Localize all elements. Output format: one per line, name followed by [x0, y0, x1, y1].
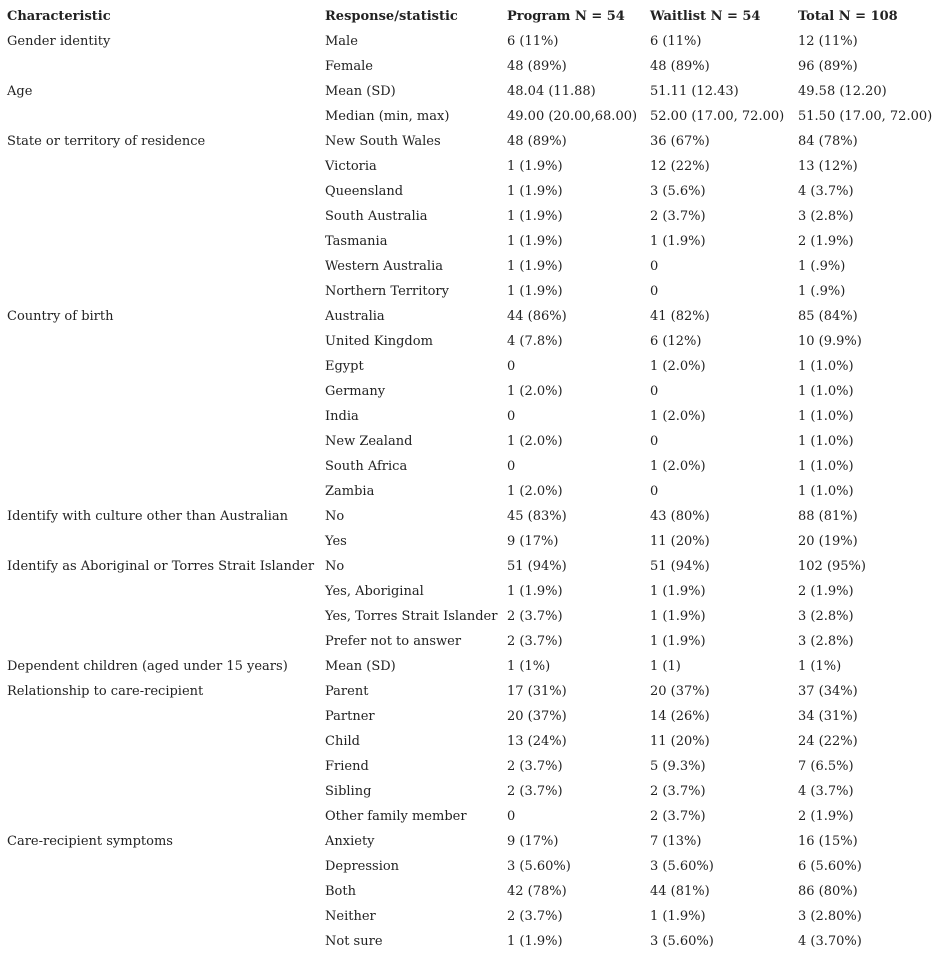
table-row — [0, 129, 947, 154]
cell-program: 0 — [507, 459, 516, 474]
cell-program: 2 (3.7%) — [507, 909, 563, 924]
cell-characteristic — [0, 704, 318, 729]
cell-response: Anxiety — [325, 834, 375, 849]
cell-characteristic — [0, 879, 318, 904]
cell-program: 2 (3.7%) — [507, 759, 563, 774]
cell-total: 2 (1.9%) — [798, 584, 854, 599]
cell-waitlist: 3 (5.6%) — [650, 184, 706, 199]
cell-total: 16 (15%) — [798, 834, 858, 849]
cell-characteristic — [0, 579, 318, 604]
cell-response: Mean (SD) — [325, 659, 396, 674]
cell-response: Neither — [325, 909, 376, 924]
table-body — [0, 29, 947, 954]
cell-total: 13 (12%) — [798, 159, 858, 174]
header-row — [0, 4, 947, 29]
cell-program: 0 — [507, 409, 516, 424]
table-row — [0, 229, 947, 254]
cell-total: 24 (22%) — [798, 734, 858, 749]
table-row — [0, 879, 947, 904]
cell-characteristic — [0, 254, 318, 279]
cell-response: Friend — [325, 759, 369, 774]
cell-characteristic — [0, 779, 318, 804]
cell-program: 44 (86%) — [507, 309, 567, 324]
table-row — [0, 754, 947, 779]
cell-waitlist: 41 (82%) — [650, 309, 710, 324]
cell-total: 85 (84%) — [798, 309, 858, 324]
cell-waitlist: 1 (1.9%) — [650, 584, 706, 599]
cell-characteristic — [0, 204, 318, 229]
table-row — [0, 329, 947, 354]
cell-program: 0 — [507, 809, 516, 824]
cell-response: Prefer not to answer — [325, 634, 462, 649]
table-row — [0, 654, 947, 679]
table-row — [0, 154, 947, 179]
cell-response: No — [325, 509, 345, 524]
cell-total: 86 (80%) — [798, 884, 858, 899]
header-response: Response/statistic — [325, 9, 458, 24]
cell-characteristic — [0, 329, 318, 354]
cell-response: Depression — [325, 859, 400, 874]
table-row — [0, 529, 947, 554]
cell-waitlist: 43 (80%) — [650, 509, 710, 524]
cell-response: South Africa — [325, 459, 408, 474]
cell-response: Male — [325, 34, 358, 49]
cell-response: Other family member — [325, 809, 467, 824]
cell-total: 1 (.9%) — [798, 284, 846, 299]
cell-program: 42 (78%) — [507, 884, 567, 899]
cell-characteristic — [0, 754, 318, 779]
cell-program: 49.00 (20.00,68.00) — [507, 109, 638, 124]
cell-total: 1 (1%) — [798, 659, 842, 674]
cell-characteristic — [0, 629, 318, 654]
cell-waitlist: 0 — [650, 284, 659, 299]
cell-waitlist: 12 (22%) — [650, 159, 710, 174]
cell-program: 1 (1.9%) — [507, 234, 563, 249]
cell-characteristic — [0, 279, 318, 304]
cell-program: 4 (7.8%) — [507, 334, 563, 349]
table-row — [0, 679, 947, 704]
cell-total: 20 (19%) — [798, 534, 858, 549]
table-row — [0, 779, 947, 804]
cell-program: 1 (2.0%) — [507, 434, 563, 449]
cell-program: 2 (3.7%) — [507, 609, 563, 624]
cell-characteristic — [0, 804, 318, 829]
cell-characteristic: Identify as Aboriginal or Torres Strait Islander — [7, 559, 315, 574]
table-row — [0, 854, 947, 879]
cell-characteristic — [0, 904, 318, 929]
table-row — [0, 79, 947, 104]
cell-response: India — [325, 409, 359, 424]
cell-total: 10 (9.9%) — [798, 334, 862, 349]
cell-total: 88 (81%) — [798, 509, 858, 524]
cell-characteristic — [0, 404, 318, 429]
table-row — [0, 929, 947, 954]
cell-response: New Zealand — [325, 434, 413, 449]
table-row — [0, 179, 947, 204]
cell-response: Zambia — [325, 484, 375, 499]
table-row — [0, 604, 947, 629]
cell-waitlist: 6 (11%) — [650, 34, 702, 49]
cell-total: 6 (5.60%) — [798, 859, 862, 874]
cell-characteristic: Gender identity — [7, 34, 111, 49]
cell-total: 3 (2.80%) — [798, 909, 862, 924]
cell-characteristic: State or territory of residence — [7, 134, 206, 149]
cell-waitlist: 11 (20%) — [650, 534, 710, 549]
cell-waitlist: 44 (81%) — [650, 884, 710, 899]
cell-total: 2 (1.9%) — [798, 809, 854, 824]
header-waitlist: Waitlist N = 54 — [650, 9, 761, 24]
cell-response: Median (min, max) — [325, 109, 450, 124]
cell-response: Child — [325, 734, 360, 749]
cell-response: Female — [325, 59, 373, 74]
cell-waitlist: 2 (3.7%) — [650, 784, 706, 799]
cell-waitlist: 36 (67%) — [650, 134, 710, 149]
cell-characteristic: Age — [7, 84, 33, 99]
cell-waitlist: 5 (9.3%) — [650, 759, 706, 774]
table-row — [0, 379, 947, 404]
cell-total: 96 (89%) — [798, 59, 858, 74]
cell-total: 3 (2.8%) — [798, 609, 854, 624]
cell-total: 1 (.9%) — [798, 259, 846, 274]
table-row — [0, 454, 947, 479]
cell-total: 1 (1.0%) — [798, 359, 854, 374]
cell-total: 2 (1.9%) — [798, 234, 854, 249]
cell-program: 6 (11%) — [507, 34, 559, 49]
cell-program: 1 (1.9%) — [507, 259, 563, 274]
cell-total: 1 (1.0%) — [798, 459, 854, 474]
cell-response: Yes, Torres Strait Islander — [325, 609, 498, 624]
cell-program: 13 (24%) — [507, 734, 567, 749]
cell-program: 17 (31%) — [507, 684, 567, 699]
cell-waitlist: 1 (1.9%) — [650, 609, 706, 624]
cell-program: 51 (94%) — [507, 559, 567, 574]
cell-total: 3 (2.8%) — [798, 634, 854, 649]
cell-total: 4 (3.70%) — [798, 934, 862, 949]
cell-characteristic: Identify with culture other than Australian — [7, 509, 289, 524]
cell-response: Mean (SD) — [325, 84, 396, 99]
table-row — [0, 829, 947, 854]
table-row — [0, 704, 947, 729]
cell-total: 3 (2.8%) — [798, 209, 854, 224]
table-row — [0, 54, 947, 79]
header-characteristic: Characteristic — [7, 9, 111, 24]
cell-response: Both — [325, 884, 356, 899]
cell-total: 51.50 (17.00, 72.00) — [798, 109, 933, 124]
cell-program: 1 (2.0%) — [507, 384, 563, 399]
cell-response: Yes, Aboriginal — [325, 584, 424, 599]
cell-total: 1 (1.0%) — [798, 409, 854, 424]
cell-program: 9 (17%) — [507, 534, 559, 549]
cell-waitlist: 11 (20%) — [650, 734, 710, 749]
cell-response: Western Australia — [325, 259, 443, 274]
header-program: Program N = 54 — [507, 9, 625, 24]
table-row — [0, 29, 947, 54]
cell-characteristic — [0, 929, 318, 954]
table-row — [0, 404, 947, 429]
table-row — [0, 104, 947, 129]
cell-program: 0 — [507, 359, 516, 374]
table-row — [0, 504, 947, 529]
table-row — [0, 304, 947, 329]
cell-characteristic — [0, 454, 318, 479]
cell-characteristic: Dependent children (aged under 15 years) — [7, 659, 288, 674]
cell-total: 1 (1.0%) — [798, 384, 854, 399]
table-row — [0, 629, 947, 654]
cell-program: 2 (3.7%) — [507, 784, 563, 799]
cell-program: 48 (89%) — [507, 134, 567, 149]
cell-total: 34 (31%) — [798, 709, 858, 724]
cell-total: 1 (1.0%) — [798, 434, 854, 449]
cell-characteristic — [0, 379, 318, 404]
cell-program: 48.04 (11.88) — [507, 84, 596, 99]
cell-response: South Australia — [325, 209, 428, 224]
cell-program: 20 (37%) — [507, 709, 567, 724]
cell-waitlist: 0 — [650, 384, 659, 399]
cell-characteristic — [0, 54, 318, 79]
cell-response: Parent — [325, 684, 369, 699]
cell-waitlist: 52.00 (17.00, 72.00) — [650, 109, 785, 124]
cell-program: 1 (1%) — [507, 659, 551, 674]
cell-characteristic — [0, 104, 318, 129]
table-row — [0, 254, 947, 279]
table-row — [0, 804, 947, 829]
cell-total: 7 (6.5%) — [798, 759, 854, 774]
cell-total: 1 (1.0%) — [798, 484, 854, 499]
cell-program: 1 (1.9%) — [507, 209, 563, 224]
cell-waitlist: 14 (26%) — [650, 709, 710, 724]
cell-waitlist: 3 (5.60%) — [650, 934, 714, 949]
cell-characteristic — [0, 729, 318, 754]
cell-total: 12 (11%) — [798, 34, 858, 49]
cell-waitlist: 51.11 (12.43) — [650, 84, 739, 99]
cell-waitlist: 1 (1.9%) — [650, 234, 706, 249]
cell-waitlist: 2 (3.7%) — [650, 209, 706, 224]
header-total: Total N = 108 — [798, 9, 898, 24]
cell-characteristic — [0, 354, 318, 379]
cell-total: 37 (34%) — [798, 684, 858, 699]
cell-waitlist: 51 (94%) — [650, 559, 710, 574]
cell-response: Victoria — [325, 159, 377, 174]
cell-characteristic — [0, 154, 318, 179]
cell-characteristic: Country of birth — [7, 309, 114, 324]
cell-waitlist: 20 (37%) — [650, 684, 710, 699]
cell-response: Yes — [325, 534, 347, 549]
cell-program: 1 (1.9%) — [507, 584, 563, 599]
cell-response: Partner — [325, 709, 375, 724]
cell-response: Tasmania — [325, 234, 388, 249]
table-row — [0, 479, 947, 504]
cell-waitlist: 1 (2.0%) — [650, 459, 706, 474]
table-row — [0, 729, 947, 754]
cell-program: 1 (1.9%) — [507, 934, 563, 949]
cell-total: 4 (3.7%) — [798, 184, 854, 199]
cell-characteristic — [0, 179, 318, 204]
cell-response: Australia — [325, 309, 385, 324]
table-row — [0, 204, 947, 229]
table-header — [0, 4, 947, 29]
cell-waitlist: 7 (13%) — [650, 834, 702, 849]
cell-total: 49.58 (12.20) — [798, 84, 887, 99]
cell-characteristic — [0, 229, 318, 254]
cell-response: No — [325, 559, 345, 574]
table-row — [0, 354, 947, 379]
cell-response: New South Wales — [325, 134, 441, 149]
cell-characteristic: Relationship to care-recipient — [7, 684, 204, 699]
cell-response: Germany — [325, 384, 386, 399]
cell-program: 9 (17%) — [507, 834, 559, 849]
cell-program: 3 (5.60%) — [507, 859, 571, 874]
cell-waitlist: 2 (3.7%) — [650, 809, 706, 824]
cell-response: Egypt — [325, 359, 364, 374]
table-row — [0, 904, 947, 929]
cell-program: 2 (3.7%) — [507, 634, 563, 649]
cell-program: 1 (1.9%) — [507, 284, 563, 299]
table-row — [0, 279, 947, 304]
cell-waitlist: 1 (1.9%) — [650, 634, 706, 649]
cell-response: Queensland — [325, 184, 404, 199]
cell-program: 45 (83%) — [507, 509, 567, 524]
cell-characteristic — [0, 604, 318, 629]
cell-waitlist: 6 (12%) — [650, 334, 702, 349]
cell-waitlist: 3 (5.60%) — [650, 859, 714, 874]
cell-response: Sibling — [325, 784, 372, 799]
cell-total: 84 (78%) — [798, 134, 858, 149]
cell-total: 4 (3.7%) — [798, 784, 854, 799]
cell-waitlist: 0 — [650, 259, 659, 274]
cell-characteristic — [0, 854, 318, 879]
cell-waitlist: 1 (2.0%) — [650, 359, 706, 374]
table-row — [0, 429, 947, 454]
cell-characteristic — [0, 529, 318, 554]
cell-response: Northern Territory — [325, 284, 449, 299]
cell-program: 1 (1.9%) — [507, 184, 563, 199]
cell-characteristic — [0, 429, 318, 454]
table-row — [0, 554, 947, 579]
cell-characteristic: Care-recipient symptoms — [7, 834, 173, 849]
cell-program: 1 (1.9%) — [507, 159, 563, 174]
cell-response: United Kingdom — [325, 334, 433, 349]
cell-waitlist: 0 — [650, 484, 659, 499]
cell-response: Not sure — [325, 934, 383, 949]
cell-waitlist: 1 (1) — [650, 659, 681, 674]
cell-waitlist: 1 (1.9%) — [650, 909, 706, 924]
cell-waitlist: 48 (89%) — [650, 59, 710, 74]
demographics-table — [0, 4, 947, 954]
cell-program: 48 (89%) — [507, 59, 567, 74]
cell-total: 102 (95%) — [798, 559, 866, 574]
table-row — [0, 579, 947, 604]
cell-waitlist: 1 (2.0%) — [650, 409, 706, 424]
cell-program: 1 (2.0%) — [507, 484, 563, 499]
cell-waitlist: 0 — [650, 434, 659, 449]
cell-characteristic — [0, 479, 318, 504]
